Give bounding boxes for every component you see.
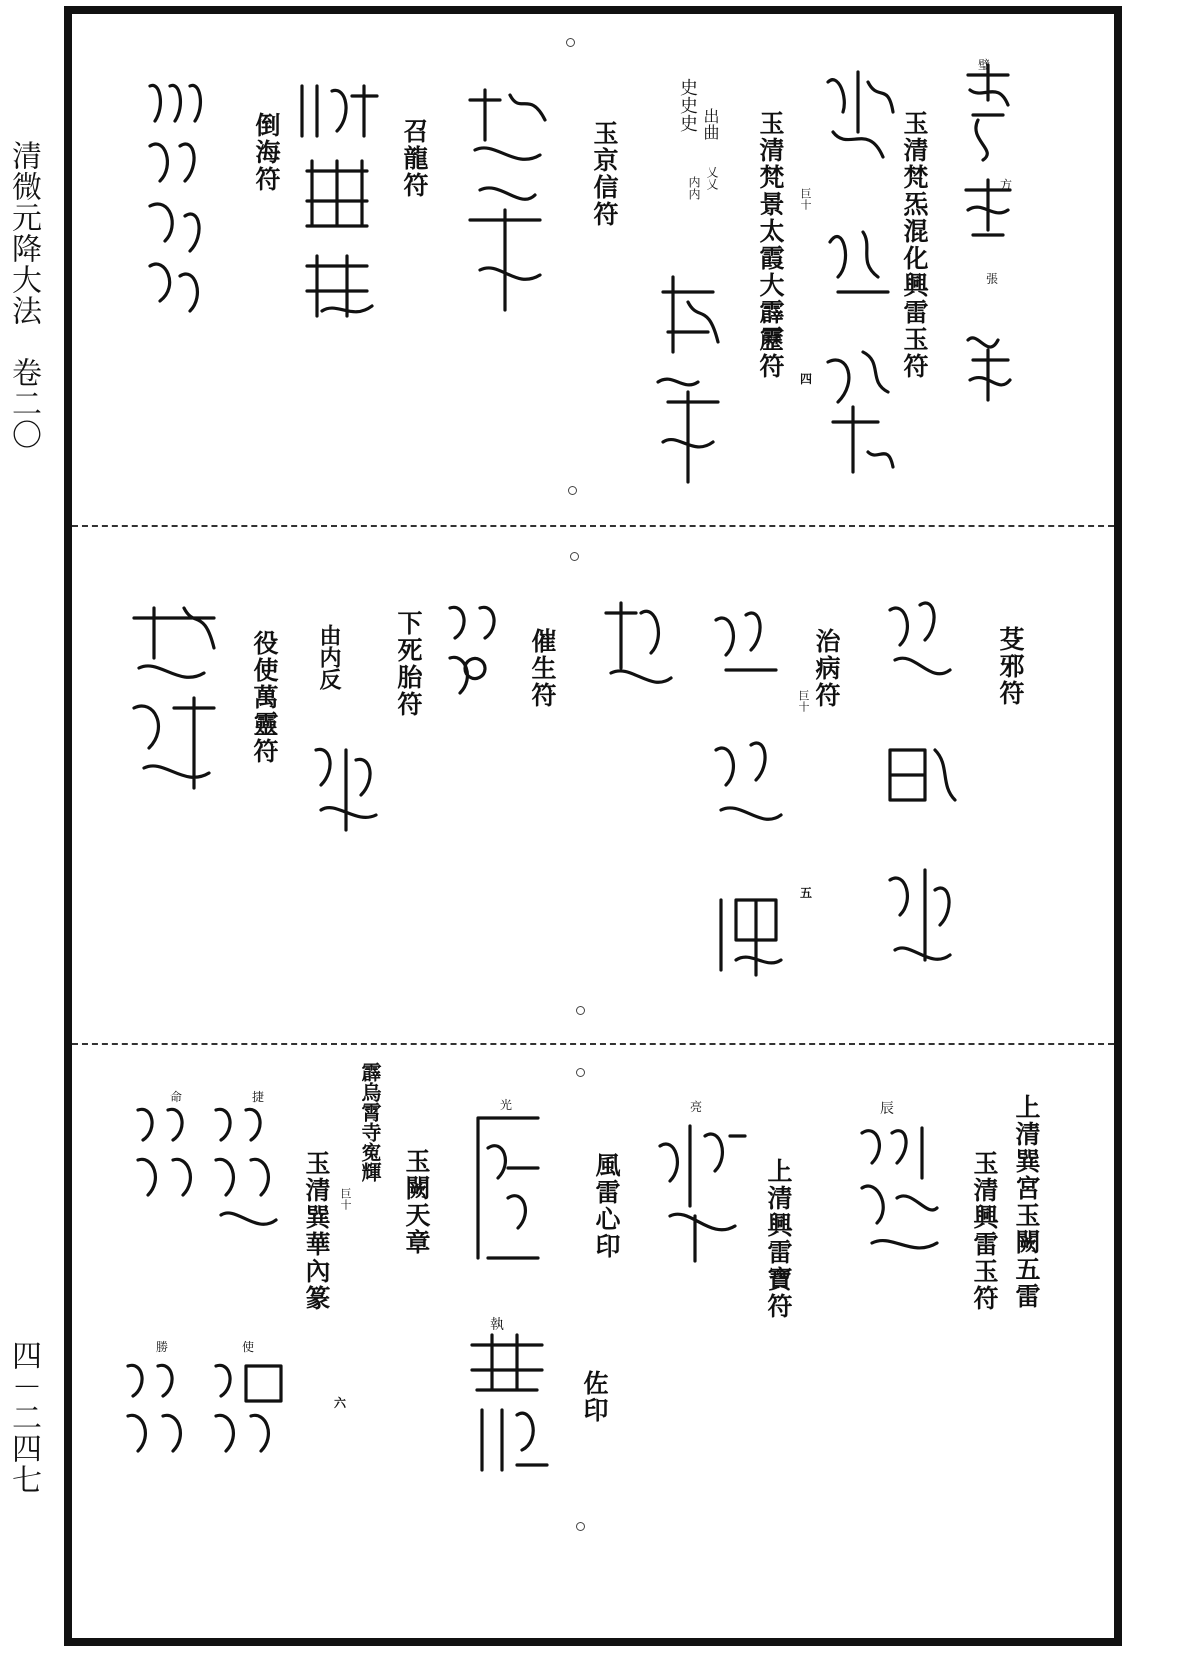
note-gu-shi: 巨十 [799, 188, 812, 210]
talisman-glyph-9 [596, 598, 676, 698]
talisman-glyph-18 [128, 1100, 208, 1220]
title-pi-wu-xiao: 霹烏霄寺寃輝 [358, 1062, 382, 1182]
talisman-glyph-20 [118, 1356, 198, 1466]
title-yuqing-xunhua: 玉清巽華內篆 [302, 1150, 331, 1312]
talisman-glyph-4 [460, 80, 550, 320]
binding-hole [566, 38, 575, 47]
title-yuque-tianzhang: 玉闕天章 [402, 1148, 431, 1256]
talisman-glyph-2 [818, 62, 898, 482]
section-divider-2 [72, 1043, 1114, 1045]
title-zhaolong-fu: 召龍符 [400, 118, 429, 199]
title-shanxie-fu: 芟邪符 [996, 626, 1025, 707]
note-wu: 五 [800, 886, 813, 900]
note-gu-shi-3: 巨十 [339, 1188, 352, 1210]
title-yuqing-xinglei: 玉清興雷玉符 [970, 1150, 999, 1312]
small-col-neinei: 内内 [687, 176, 701, 200]
title-shangqing-xungong: 上清巽宮玉闕五雷 [1012, 1094, 1041, 1310]
annotation-zhang: 張 [986, 272, 999, 286]
book-title: 清微元降大法 卷二〇 [6, 140, 41, 450]
title-yishi-wanling: 役使萬靈符 [250, 630, 279, 765]
talisman-glyph-17 [206, 1100, 286, 1250]
talisman-glyph-19 [206, 1356, 286, 1466]
talisman-glyph-14 [650, 1116, 750, 1266]
binding-hole [576, 1006, 585, 1015]
page-number: 四－二四七 [6, 1340, 41, 1495]
small-col-younei: 由内反 [316, 624, 342, 690]
title-fenglei-xinyin: 風雷心印 [592, 1152, 621, 1260]
title-zuoyin: 佐印 [580, 1370, 609, 1424]
talisman-glyph-6 [140, 76, 210, 316]
section-divider-1 [72, 525, 1114, 527]
talisman-glyph-11 [306, 740, 386, 840]
title-yuqing-fanjing: 玉清梵景太霞大霹靂符 [756, 110, 785, 380]
title-zhibing-fu: 治病符 [812, 628, 841, 709]
binding-hole [568, 486, 577, 495]
binding-hole [570, 552, 579, 561]
talisman-glyph-3 [648, 62, 728, 492]
note-gu-shi-2: 巨十 [797, 690, 810, 712]
annotation-chen: 辰 [880, 1101, 894, 1117]
annotation-guang: 光 [500, 1098, 513, 1112]
annotation-bi: 璧 [978, 58, 991, 72]
title-xiasitai-fu: 下死胎符 [394, 610, 423, 718]
annotation-shi: 使 [242, 1340, 255, 1354]
small-col-chuqu: 出曲 [701, 108, 720, 140]
talisman-glyph-12 [124, 598, 224, 798]
title-yujing-xinfu: 玉京信符 [590, 120, 619, 228]
binding-hole [576, 1068, 585, 1077]
talisman-glyph-7 [880, 590, 960, 980]
talisman-glyph-16 [462, 1330, 552, 1480]
talisman-glyph-15 [458, 1108, 548, 1268]
annotation-ming: 命 [170, 1090, 183, 1104]
talisman-glyph-8 [706, 600, 786, 980]
talisman-glyph-5 [292, 76, 382, 326]
small-col-shishi: 史史史 [677, 78, 698, 132]
title-yuqing-fanqi: 玉清梵炁混化興雷玉符 [900, 110, 929, 380]
annotation-fang: 方 [1000, 178, 1013, 192]
title-shangqing-baofu: 上清興雷寶符 [764, 1158, 793, 1320]
talisman-glyph-1 [958, 60, 1018, 460]
talisman-glyph-10 [440, 598, 510, 708]
binding-hole [576, 1522, 585, 1531]
annotation-zhi: 執 [490, 1317, 504, 1333]
annotation-sheng: 勝 [156, 1340, 169, 1354]
title-cuisheng-fu: 催生符 [528, 628, 557, 709]
note-si: 四 [800, 372, 813, 386]
talisman-glyph-13 [852, 1118, 942, 1258]
small-col-yiyi: 乂乂 [705, 166, 719, 190]
annotation-jie: 捷 [252, 1090, 265, 1104]
annotation-liang: 亮 [690, 1100, 703, 1114]
note-liu: 六 [334, 1396, 347, 1410]
title-daohai-fu: 倒海符 [252, 112, 281, 193]
